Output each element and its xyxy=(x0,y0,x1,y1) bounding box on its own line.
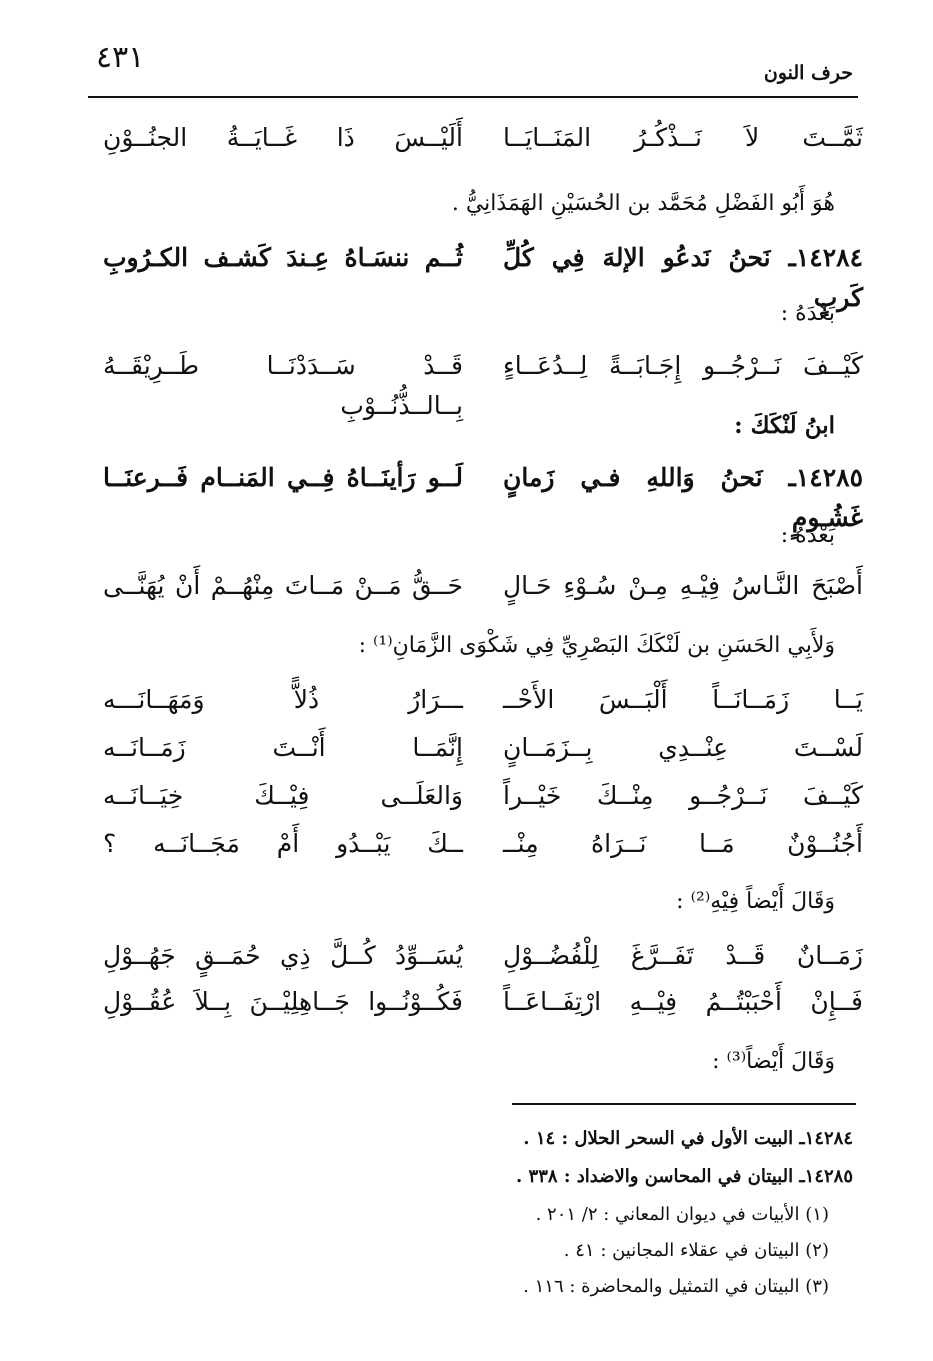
page-number: ٤٣١ xyxy=(96,40,145,75)
verse-first-hemistich: ١٤٢٨٤ـ نَحنُ نَدعُو الإلهَ فِي كُلِّ كَربٍ xyxy=(503,243,863,312)
verse xyxy=(103,776,863,816)
verse-second-hemistich: وَالعَلَــى فِيْــكَ خِيَــانَــه xyxy=(103,781,463,810)
attribution-line: وَلأَبِي الحَسَنِ بن لَنْكَكَ البَصْرِيِّ فِي شَكْوَى الزَّمَانِ⁽¹⁾ : xyxy=(358,633,835,658)
verse xyxy=(103,936,863,976)
verse xyxy=(103,680,863,720)
verse-first-hemistich: أَجُنُــوْنٌ مَــا نَــرَاهُ مِنْــ xyxy=(503,829,863,858)
verse-first-hemistich: كَيْــفَ نَــرْجُــو إِجَـابَــةً لِــدُعَــاءٍ xyxy=(503,351,863,380)
verse-first-hemistich: فَــإِنْ أَحْبَبْتُــمُ فِيْــهِ ارْتِفَــاعَــاً xyxy=(503,987,863,1016)
verse-second-hemistich: أَلَيْــسَ ذَا غَــايَــةُ الجنُــوْنِ xyxy=(103,123,463,152)
verse-second-hemistich: إِنَّمَــا أَنْــتَ زَمَــانَــه xyxy=(103,733,463,762)
page-header-title: حرف النون xyxy=(763,62,853,84)
verse-second-hemistich: ـــرَارُ ذُلاًّ وَمَهَــانَـــه xyxy=(103,685,463,714)
verse-first-hemistich: زَمَــانٌ قَــدْ تَفَــرَّغَ لِلْفُضُــوْلِ xyxy=(503,941,863,970)
footnote: ١٤٢٨٥ـ البيتان في المحاسن والاضداد : ٣٣٨ . xyxy=(515,1166,853,1187)
numbered-verse xyxy=(103,458,863,532)
footnote: (٢) البيتان في عقلاء المجانين : ٤١ . xyxy=(563,1240,829,1261)
numbered-verse xyxy=(103,238,863,312)
verse xyxy=(103,728,863,768)
verse-first-hemistich: ثَمَّــتَ لاَ نَــذْكُـرُ المَنَــايَــا xyxy=(503,123,863,152)
verse-first-hemistich: يَــا زَمَــانَــاً أَلْبَــسَ الأَحْــ xyxy=(503,685,863,714)
verse-first-hemistich: كَيْــفَ نَــرْجُــو مِنْــكَ خَيْــراً xyxy=(503,781,863,810)
verse xyxy=(103,118,863,158)
verse-first-hemistich: ١٤٢٨٥ـ نَحنُ وَاللهِ فـي زَمانٍ غَشُـومٍ xyxy=(503,463,863,532)
verse xyxy=(103,566,863,606)
verse-second-hemistich: قَــدْ سَــدَدْنَــا طَــرِيْقَــهُ بِــالــذُّنُــوْبِ xyxy=(103,351,463,420)
poet-name: ابنُ لَنْكَكَ : xyxy=(734,412,835,439)
attribution-line: وَقَالَ أَيْضاً فِيْهِ⁽²⁾ : xyxy=(676,889,835,914)
verse-second-hemistich: يُسَــوِّدُ كُــلَّ ذِي حُمَــقٍ جَهُــوْلِ xyxy=(103,941,463,970)
verse-first-hemistich: لَسْــتَ عِنْــدِي بِــزَمَــانٍ xyxy=(503,733,863,762)
verse-second-hemistich: حَــقُّ مَــنْ مَــاتَ مِنْهُــمْ أَنْ يُهَنَّــى xyxy=(103,571,463,600)
verse xyxy=(103,346,863,420)
continuation-label: بَعْدَهُ : xyxy=(780,301,835,326)
attribution-line: هُوَ أَبُو الفَضْلِ مُحَمَّد بن الحُسَيْنِ الهَمَذَانِيُّ . xyxy=(451,191,835,216)
verse-second-hemistich: فَكُــوْنُــوا جَــاهِلِيْــنَ بِــلاَ عُقُــوْلِ xyxy=(103,987,463,1016)
attribution-line: وَقَالَ أَيْضاً⁽³⁾ : xyxy=(712,1049,835,1074)
footnote: (١) الأبيات في ديوان المعاني : ٢/ ٢٠١ . xyxy=(535,1204,829,1225)
verse-second-hemistich: ــكَ يَبْــدُو أَمْ مَجَــانَــه ؟ xyxy=(103,829,463,858)
verse xyxy=(103,824,863,864)
footnote: ١٤٢٨٤ـ البيت الأول في السحر الحلال : ١٤ . xyxy=(523,1128,853,1149)
verse-second-hemistich: ثُــم ننسَـاهُ عِـندَ كَشـف الكـرُوبِ xyxy=(103,243,463,272)
verse xyxy=(103,982,863,1022)
footnote-rule xyxy=(512,1103,856,1105)
continuation-label: بَعْدَهُ : xyxy=(780,523,835,548)
header-rule xyxy=(88,96,858,98)
verse-second-hemistich: لَــو رَأينَــاهُ فِــي المَنــام فَــرعنَــا xyxy=(103,463,463,492)
footnote: (٣) البيتان في التمثيل والمحاضرة : ١١٦ . xyxy=(523,1276,829,1297)
verse-first-hemistich: أَصْبَحَ النَّـاسُ فِيْـهِ مِـنْ سُـوْءِ حَـالٍ xyxy=(503,571,863,600)
